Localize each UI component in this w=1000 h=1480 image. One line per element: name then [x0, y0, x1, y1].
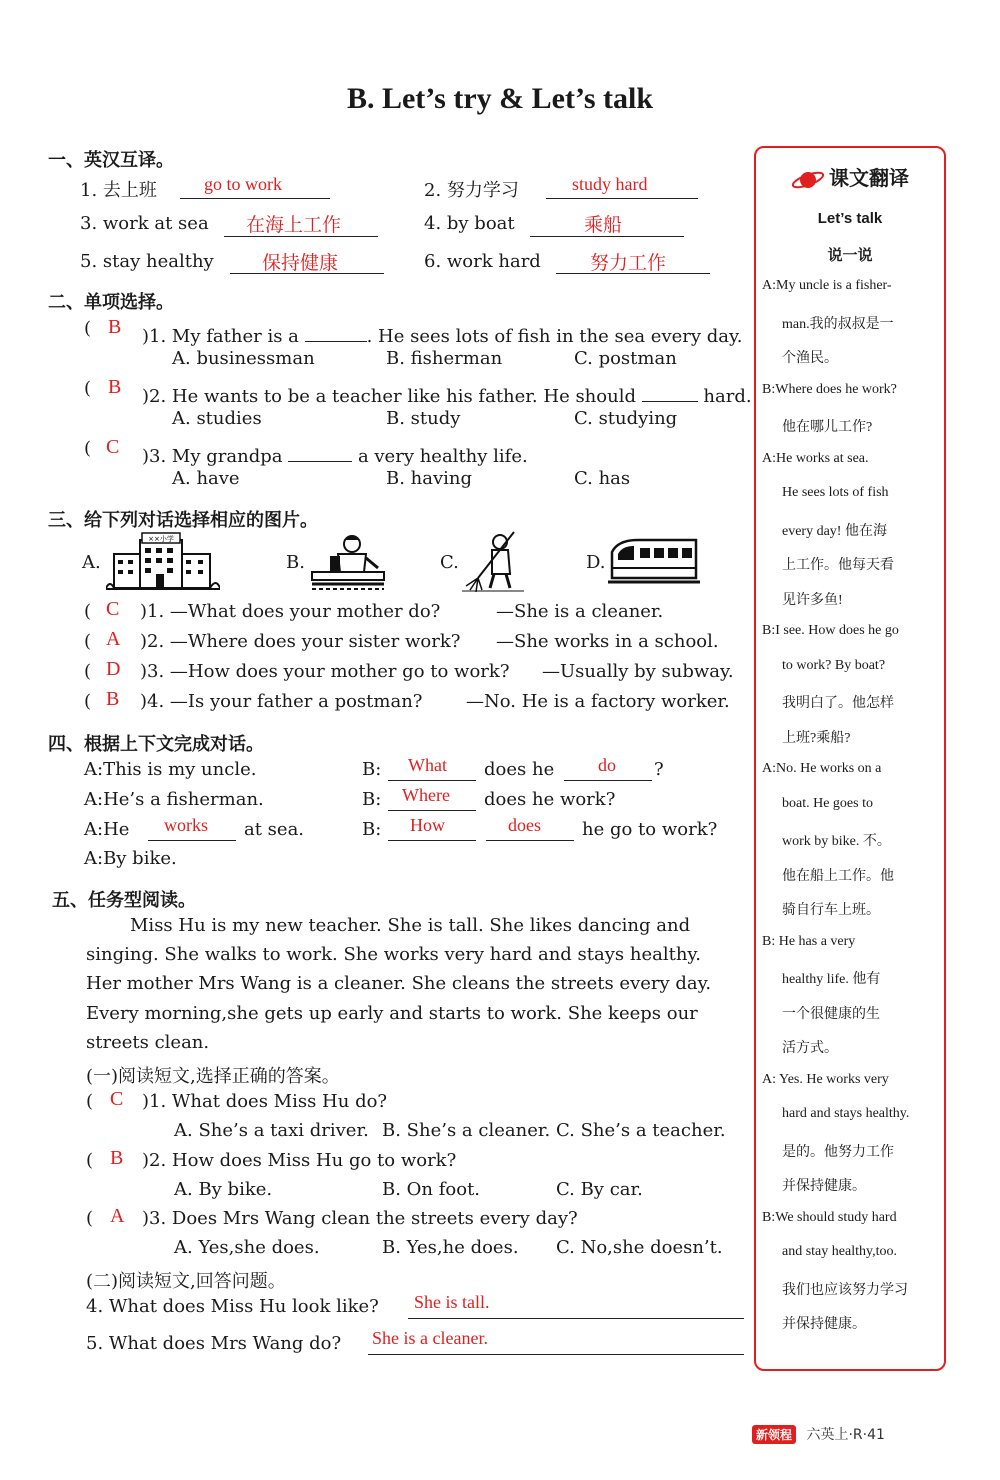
s5-paren-2: (	[86, 1150, 94, 1171]
s5-q3-opt-a: A. Yes,she does.	[174, 1237, 320, 1258]
s2-q2: )2. He wants to be a teacher like his father. He should hard.	[142, 378, 752, 407]
s2-q1-opt-c: C. postman	[574, 348, 677, 369]
sidebar-line: A:He works at sea.	[762, 450, 869, 466]
s2-q1-opt-a: A. businessman	[172, 348, 315, 369]
sidebar-line: 见许多鱼!	[782, 592, 843, 608]
s1-a3: 在海上工作	[246, 215, 342, 236]
part1-heading: (一)阅读短文,选择正确的答案。	[86, 1066, 340, 1087]
s2-q3-opt-a: A. have	[172, 468, 240, 489]
sidebar-line: 并保持健康。	[782, 1317, 866, 1332]
s2-ans-3: C	[106, 436, 120, 458]
s2-ans-2: B	[108, 376, 122, 398]
sidebar-line: man.我的叔叔是一	[782, 316, 894, 332]
sidebar-line: 骑自行车上班。	[782, 903, 880, 918]
s2-paren-1: (	[84, 318, 92, 339]
s3-paren-4: (	[84, 691, 92, 712]
s2-paren-3: (	[84, 438, 92, 459]
s4-l1: A:This is my uncle.	[84, 759, 257, 780]
sidebar-line: 上班?乘船?	[782, 730, 851, 746]
s1-q2: 2. 努力学习	[424, 180, 519, 201]
s3-paren-2: (	[84, 631, 92, 652]
sidebar-line: 我们也应该努力学习	[782, 1282, 908, 1298]
s1-q1: 1. 去上班	[80, 180, 157, 201]
s5-paren-3: (	[86, 1208, 94, 1229]
s4-r2b: does he work?	[484, 789, 616, 810]
section-1-heading: 一、英汉互译。	[48, 150, 174, 171]
s5-q3-opt-b: B. Yes,he does.	[382, 1237, 519, 1258]
sidebar-line: every day! 他在海	[782, 523, 887, 539]
subway-train-icon	[608, 538, 700, 584]
s3-a4: —No. He is a factory worker.	[466, 691, 730, 712]
section-5-heading: 五、任务型阅读。	[52, 890, 196, 911]
sidebar-line: He sees lots of fish	[782, 485, 889, 500]
s3-a1: —She is a cleaner.	[496, 601, 664, 622]
s5-ans-2: B	[110, 1147, 124, 1169]
s4-ans-works: works	[164, 815, 208, 835]
s2-q2-opt-c: C. studying	[574, 408, 678, 429]
sidebar-sub-1: Let’s talk	[817, 210, 883, 227]
s3-ans-1: C	[106, 598, 120, 620]
sidebar-line: 他在船上工作。他	[782, 868, 894, 884]
s5-q2-opt-a: A. By bike.	[174, 1179, 273, 1200]
s4-ans-do: do	[598, 755, 616, 775]
s3-q1: )1. —What does your mother do?	[140, 601, 441, 622]
s5-q2: )2. How does Miss Hu go to work?	[142, 1150, 457, 1171]
sidebar-line: 上工作。他每天看	[782, 558, 894, 573]
page-footer	[752, 1424, 885, 1444]
section-2-heading: 二、单项选择。	[48, 292, 174, 313]
s5-q4: 4. What does Miss Hu look like?	[86, 1296, 379, 1317]
s3-paren-1: (	[84, 601, 92, 622]
page-title: B. Let’s try & Let’s talk	[346, 82, 654, 115]
s3-a2: —She works in a school.	[496, 631, 719, 652]
s5-q2-opt-b: B. On foot.	[382, 1179, 481, 1200]
s3-q2: )2. —Where does your sister work?	[140, 631, 461, 652]
s1-q4: 4. by boat	[424, 213, 515, 234]
s2-q2-opt-b: B. study	[386, 408, 461, 429]
sidebar-line: A: Yes. He works very	[762, 1071, 889, 1087]
s3-ans-2: A	[106, 628, 121, 650]
s1-a2: study hard	[572, 174, 648, 194]
section-3-heading: 三、给下列对话选择相应的图片。	[48, 510, 318, 531]
s4-l2: A:He’s a fisherman.	[84, 789, 264, 810]
sidebar-sub-2: 说一说	[827, 246, 873, 264]
sidebar-line: 并保持健康。	[782, 1179, 866, 1194]
s1-a5: 保持健康	[262, 253, 339, 274]
s5-a4: She is tall.	[414, 1292, 490, 1312]
s2-paren-2: (	[84, 378, 92, 399]
s5-q3-opt-c: C. No,she doesn’t.	[556, 1237, 723, 1258]
s5-q1: )1. What does Miss Hu do?	[142, 1091, 388, 1112]
sidebar-line: hard and stays healthy.	[782, 1106, 910, 1121]
sidebar-line: work by bike. 不。	[782, 834, 891, 849]
sidebar-line: B:We should study hard	[762, 1209, 897, 1225]
translation-sidebar	[754, 146, 946, 1371]
s1-q6: 6. work hard	[424, 251, 541, 272]
s4-ans-what: What	[408, 755, 447, 775]
part2-heading: (二)阅读短文,回答问题。	[86, 1271, 286, 1292]
sidebar-line: A:No. He works on a	[762, 761, 882, 776]
sidebar-line: to work? By boat?	[782, 657, 886, 673]
s2-ans-1: B	[108, 316, 122, 338]
s5-q1-opt-b: B. She’s a cleaner.	[382, 1120, 551, 1141]
s3-paren-3: (	[84, 661, 92, 682]
s2-q3: )3. My grandpa a very healthy life.	[142, 438, 528, 467]
sidebar-line: boat. He goes to	[782, 795, 873, 811]
sidebar-line: 他在哪儿工作?	[782, 420, 873, 435]
passage-line-3: Her mother Mrs Wang is a cleaner. She cleans the streets every day.	[86, 973, 712, 994]
sidebar-line: and stay healthy,too.	[782, 1244, 897, 1259]
pic-label-a: A.	[82, 552, 101, 573]
sidebar-line: healthy life. 他有	[782, 972, 881, 987]
s2-q2-opt-a: A. studies	[172, 408, 262, 429]
sidebar-line: B: He has a very	[762, 933, 856, 949]
s1-a6: 努力工作	[590, 253, 667, 274]
s4-ans-how: How	[410, 815, 445, 835]
s2-q1-opt-b: B. fisherman	[386, 348, 503, 369]
section-4-heading: 四、根据上下文完成对话。	[48, 734, 264, 755]
sidebar-line: B:I see. How does he go	[762, 623, 899, 638]
s3-ans-3: D	[106, 658, 121, 680]
sidebar-line: A:My uncle is a fisher-	[762, 278, 892, 293]
s4-r1c: ?	[654, 759, 664, 780]
s1-a1: go to work	[204, 174, 282, 194]
s4-l4: A:By bike.	[84, 848, 177, 869]
passage-line-1: Miss Hu is my new teacher. She is tall. She likes dancing and	[130, 915, 691, 936]
factory-worker-icon	[308, 532, 388, 592]
s1-q3: 3. work at sea	[80, 213, 209, 234]
s5-a5: She is a cleaner.	[372, 1328, 488, 1348]
sidebar-line: 我明白了。他怎样	[782, 696, 894, 711]
pic-label-b: B.	[286, 552, 305, 573]
school-building-icon	[106, 532, 220, 592]
planet-icon	[791, 168, 825, 192]
passage-line-5: streets clean.	[86, 1032, 210, 1053]
s5-q2-opt-c: C. By car.	[556, 1179, 643, 1200]
pic-label-c: C.	[440, 552, 459, 573]
s3-ans-4: B	[106, 688, 120, 710]
s4-r1a: B:	[362, 759, 382, 780]
s5-q1-opt-a: A. She’s a taxi driver.	[174, 1120, 369, 1141]
s2-q3-opt-b: B. having	[386, 468, 473, 489]
s5-paren-1: (	[86, 1091, 94, 1112]
sidebar-line: 一个很健康的生	[782, 1006, 880, 1022]
s4-ans-does: does	[508, 815, 541, 835]
s3-a3: —Usually by subway.	[542, 661, 734, 682]
s5-ans-1: C	[110, 1088, 124, 1110]
sidebar-line: 活方式。	[782, 1041, 838, 1056]
brand-badge: 新领程	[752, 1425, 796, 1444]
s5-ans-3: A	[110, 1205, 125, 1227]
s2-q1: )1. My father is a . He sees lots of fish in the sea every day.	[142, 318, 743, 347]
s5-q3: )3. Does Mrs Wang clean the streets every day?	[142, 1208, 578, 1229]
passage-line-4: Every morning,she gets up early and starts to work. She keeps our	[86, 1003, 698, 1024]
sidebar-line: B:Where does he work?	[762, 381, 897, 397]
s1-a4: 乘船	[584, 215, 623, 236]
sidebar-line: 是的。他努力工作	[782, 1144, 894, 1160]
s4-l3b: at sea.	[244, 819, 305, 840]
s4-l3a: A:He	[84, 819, 130, 840]
sidebar-line: 个渔民。	[782, 351, 838, 366]
s3-q3: )3. —How does your mother go to work?	[140, 661, 510, 682]
s4-ans-where: Where	[402, 785, 450, 805]
s1-q5: 5. stay healthy	[80, 251, 214, 272]
cleaner-icon	[462, 530, 524, 592]
s4-r1b: does he	[484, 759, 555, 780]
s5-q5: 5. What does Mrs Wang do?	[86, 1333, 342, 1354]
page-number: 六英上·R·41	[806, 1427, 885, 1443]
passage-line-2: singing. She walks to work. She works very hard and stays healthy.	[86, 944, 701, 965]
s4-r2a: B:	[362, 789, 382, 810]
s2-q3-opt-c: C. has	[574, 468, 631, 489]
s5-q1-opt-c: C. She’s a teacher.	[556, 1120, 726, 1141]
pic-label-d: D.	[586, 552, 606, 573]
s3-q4: )4. —Is your father a postman?	[140, 691, 423, 712]
school-sign: ××小学	[148, 535, 174, 543]
s4-r3b: he go to work?	[582, 819, 718, 840]
sidebar-heading: 课文翻译	[756, 162, 944, 192]
s4-r3a: B:	[362, 819, 382, 840]
